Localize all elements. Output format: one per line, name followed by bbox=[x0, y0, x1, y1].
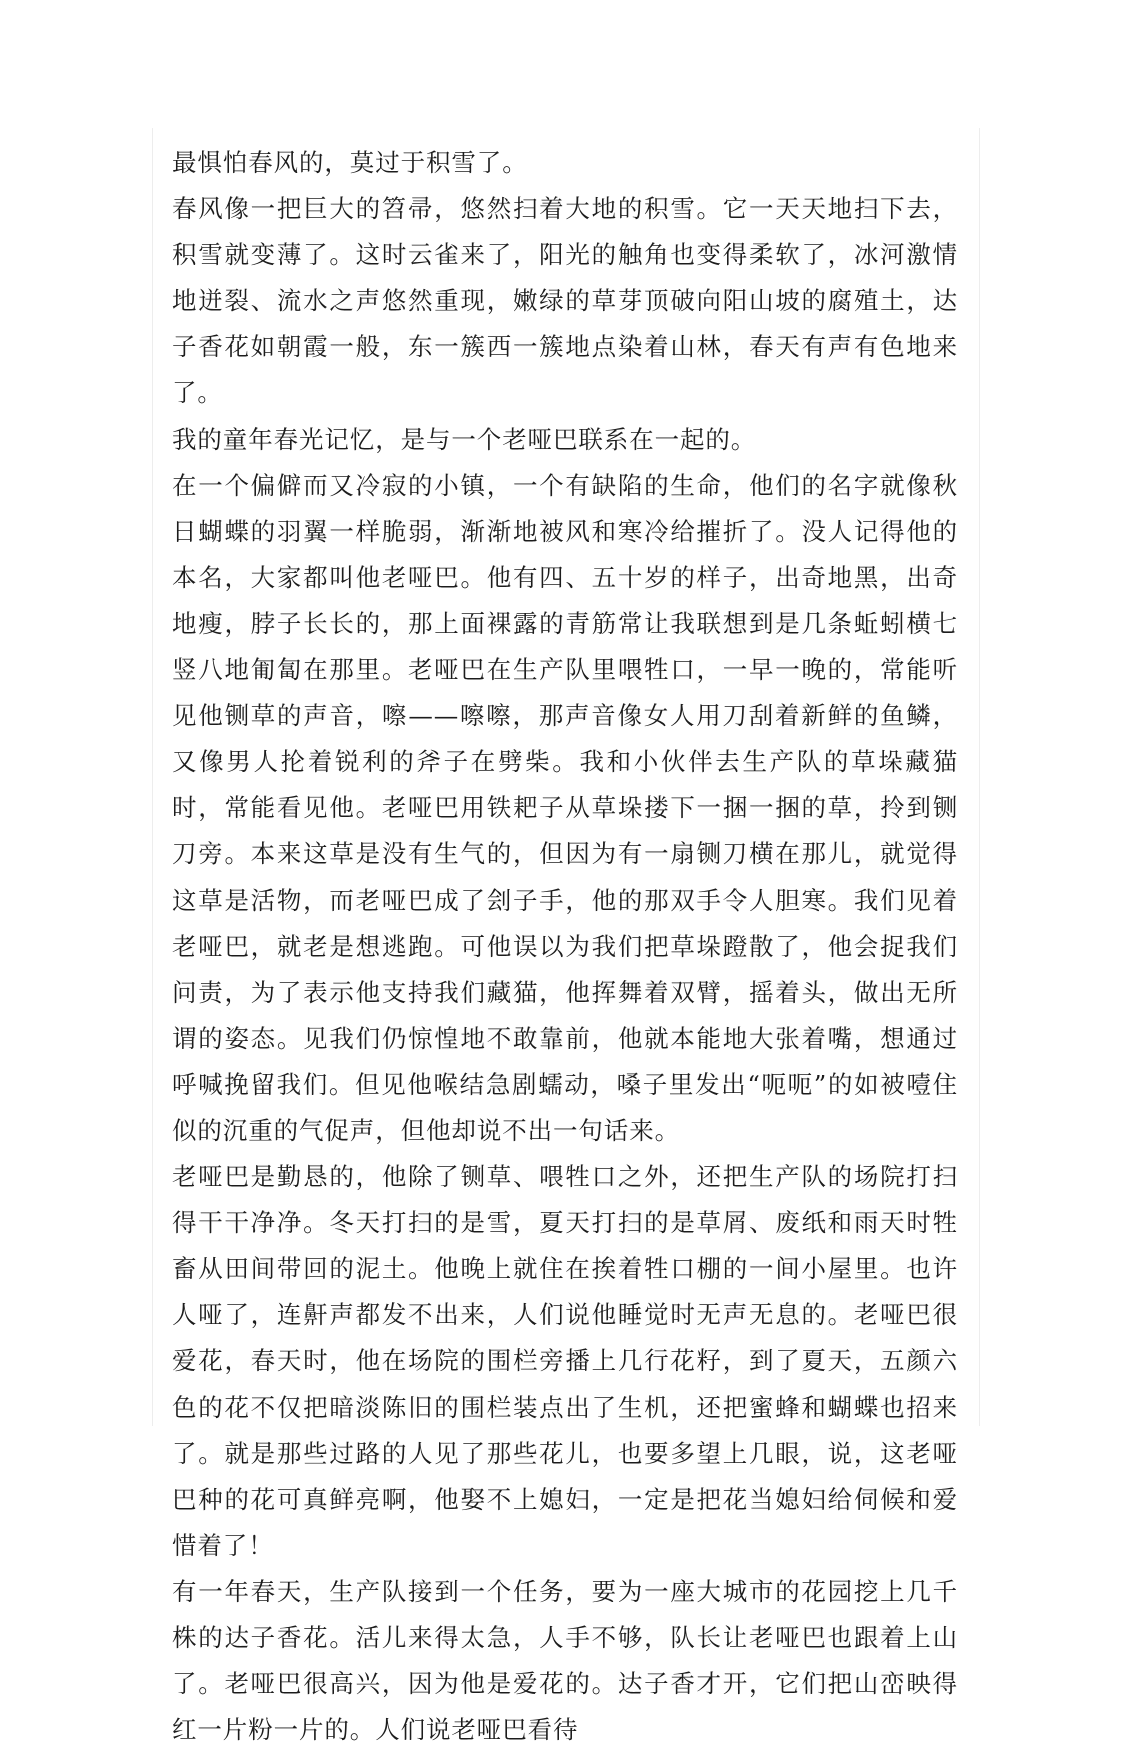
paragraph-3: 我的童年春光记忆，是与一个老哑巴联系在一起的。 bbox=[172, 424, 757, 454]
paragraph-6: 有一年春天，生产队接到一个任务，要为一座大城市的花园挖上几千株的达子香花。活儿来得太急，人手不够，队长让老哑巴也跟着上山了。老哑巴很高兴，因为他是爱花的。达子香才开，它们把山峦映得红一片粉一片的。人们说老哑巴看待 bbox=[172, 1576, 958, 1745]
paragraph-2: 春风像一把巨大的笤帚，悠然扫着大地的积雪。它一天天地扫下去，积雪就变薄了。这时云雀来了，阳光的触角也变得柔软了，冰河激情地迸裂、流水之声悠然重现，嫩绿的草芽顶破向阳山坡的腐殖土，达子香花如朝霞一般，东一簇西一簇地点染着山林，春天有声有色地来了。 bbox=[172, 194, 958, 408]
paragraph-5: 老哑巴是勤恳的，他除了铡草、喂牲口之外，还把生产队的场院打扫得干干净净。冬天打扫的是雪，夏天打扫的是草屑、废纸和雨天时牲畜从田间带回的泥土。他晚上就住在挨着牲口棚的一间小屋里。也许人哑了，连鼾声都发不出来，人们说他睡觉时无声无息的。老哑巴很爱花，春天时，他在场院的围栏旁播上几行花籽，到了夏天，五颜六色的花不仅把暗淡陈旧的围栏装点出了生机，还把蜜蜂和蝴蝶也招来了。就是那些过路的人见了那些花儿，也要多望上几眼，说，这老哑巴种的花可真鲜亮啊，他娶不上媳妇，一定是把花当媳妇给伺候和爱惜着了！ bbox=[172, 1162, 958, 1560]
document-body bbox=[172, 140, 958, 1753]
paragraph-1: 最惧怕春风的，莫过于积雪了。 bbox=[172, 148, 528, 177]
paragraph-4: 在一个偏僻而又冷寂的小镇，一个有缺陷的生命，他们的名字就像秋日蝴蝶的羽翼一样脆弱，渐渐地被风和寒冷给摧折了。没人记得他的本名，大家都叫他老哑巴。他有四、五十岁的样子，出奇地黑，出奇地瘦，脖子长长的，那上面裸露的青筋常让我联想到是几条蚯蚓横七竖八地匍匐在那里。老哑巴在生产队里喂牲口，一早一晚的，常能听见他铡草的声音，嚓——嚓嚓，那声音像女人用刀刮着新鲜的鱼鳞，又像男人抡着锐利的斧子在劈柴。我和小伙伴去生产队的草垛藏猫时，常能看见他。老哑巴用铁耙子从草垛搂下一捆一捆的草，拎到铡刀旁。本来这草是没有生气的，但因为有一扇铡刀横在那儿，就觉得这草是活物，而老哑巴成了刽子手，他的那双手令人胆寒。我们见着老哑巴，就老是想逃跑。可他误以为我们把草垛蹬散了，他会捉我们问责，为了表示他支持我们藏猫，他挥舞着双臂，摇着头，做出无所谓的姿态。见我们仍惊惶地不敢靠前，他就本能地大张着嘴，想通过呼喊挽留我们。但见他喉结急剧蠕动，嗓子里发出“呃呃”的如被噎住似的沉重的气促声，但他却说不出一句话来。 bbox=[172, 470, 958, 1145]
